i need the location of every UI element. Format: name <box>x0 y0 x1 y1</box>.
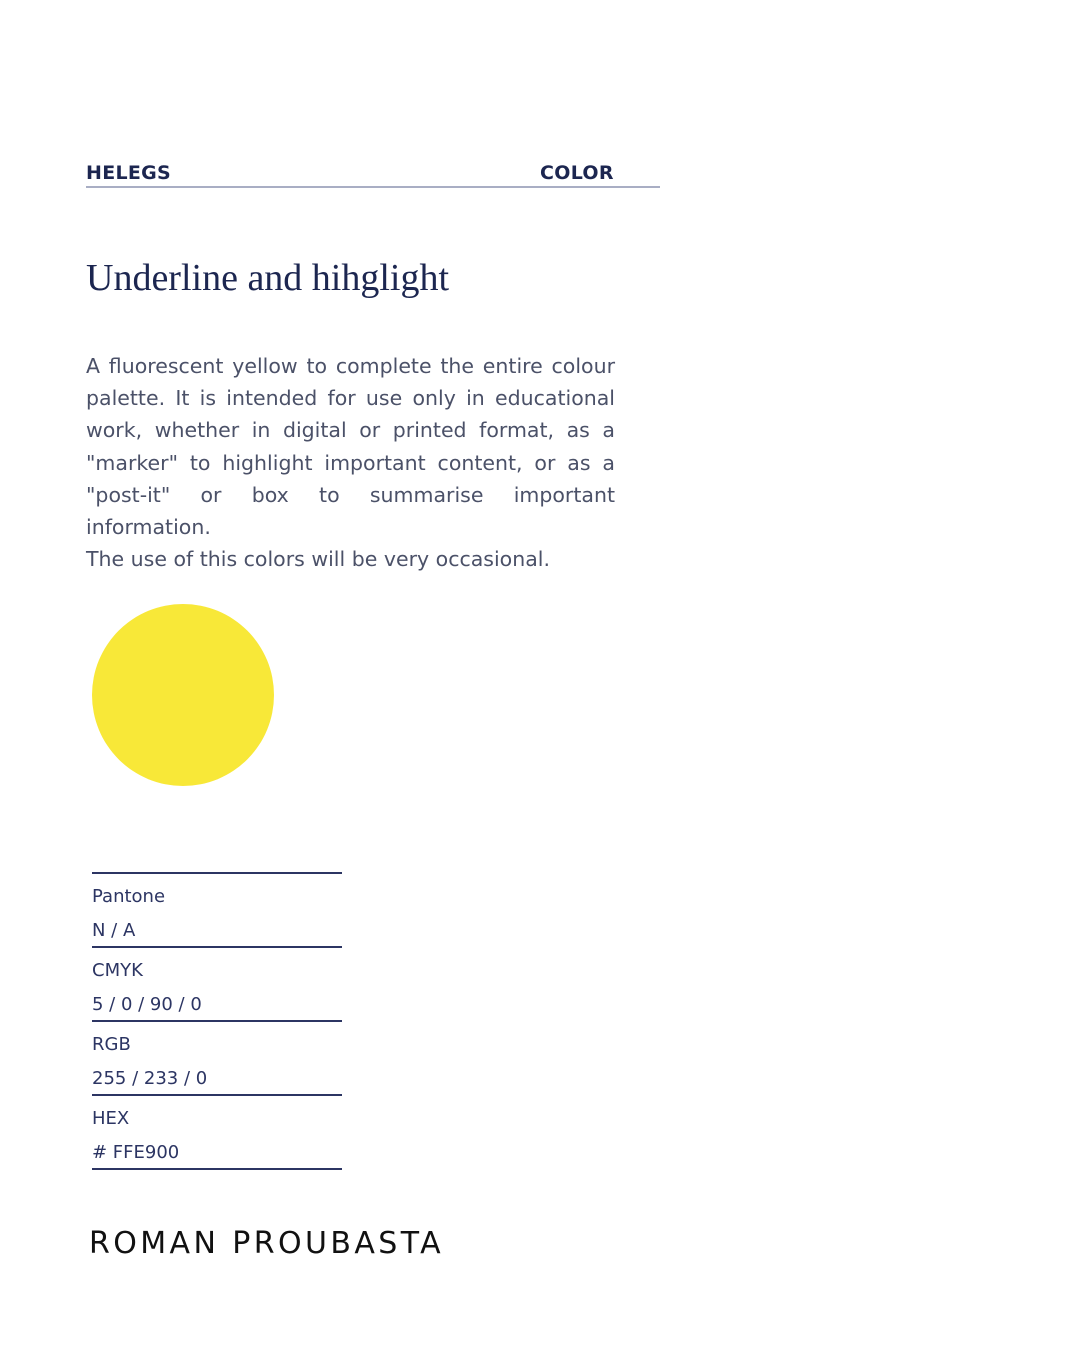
description-paragraph: A fluorescent yellow to complete the entire colour palette. It is intended for use only in educational work, whether in digital or printed format, as a "marker" to highlight important content, or as a "post-it" or box to summarise important information. <box>86 354 615 540</box>
spec-row-pantone <box>92 874 342 948</box>
spec-label: RGB <box>92 1034 131 1055</box>
spec-row-rgb <box>92 1022 342 1096</box>
spec-value: 5 / 0 / 90 / 0 <box>92 994 202 1015</box>
page-header <box>86 162 660 188</box>
spec-label: HEX <box>92 1108 130 1129</box>
usage-note: The use of this colors will be very occasional. <box>86 547 550 571</box>
color-swatch <box>92 604 274 786</box>
spec-label: CMYK <box>92 960 143 981</box>
spec-value: # FFE900 <box>92 1142 180 1163</box>
header-section-label: COLOR <box>540 162 614 184</box>
spec-value: 255 / 233 / 0 <box>92 1068 208 1089</box>
spec-row-hex <box>92 1096 342 1170</box>
page-title: Underline and hihglight <box>86 257 450 299</box>
author-brand: ROMAN PROUBASTA <box>89 1226 445 1261</box>
spec-value: N / A <box>92 920 136 941</box>
header-brand-label: HELEGS <box>86 162 172 184</box>
spec-label: Pantone <box>92 886 166 907</box>
color-spec-table <box>92 872 342 1170</box>
spec-row-cmyk <box>92 948 342 1022</box>
